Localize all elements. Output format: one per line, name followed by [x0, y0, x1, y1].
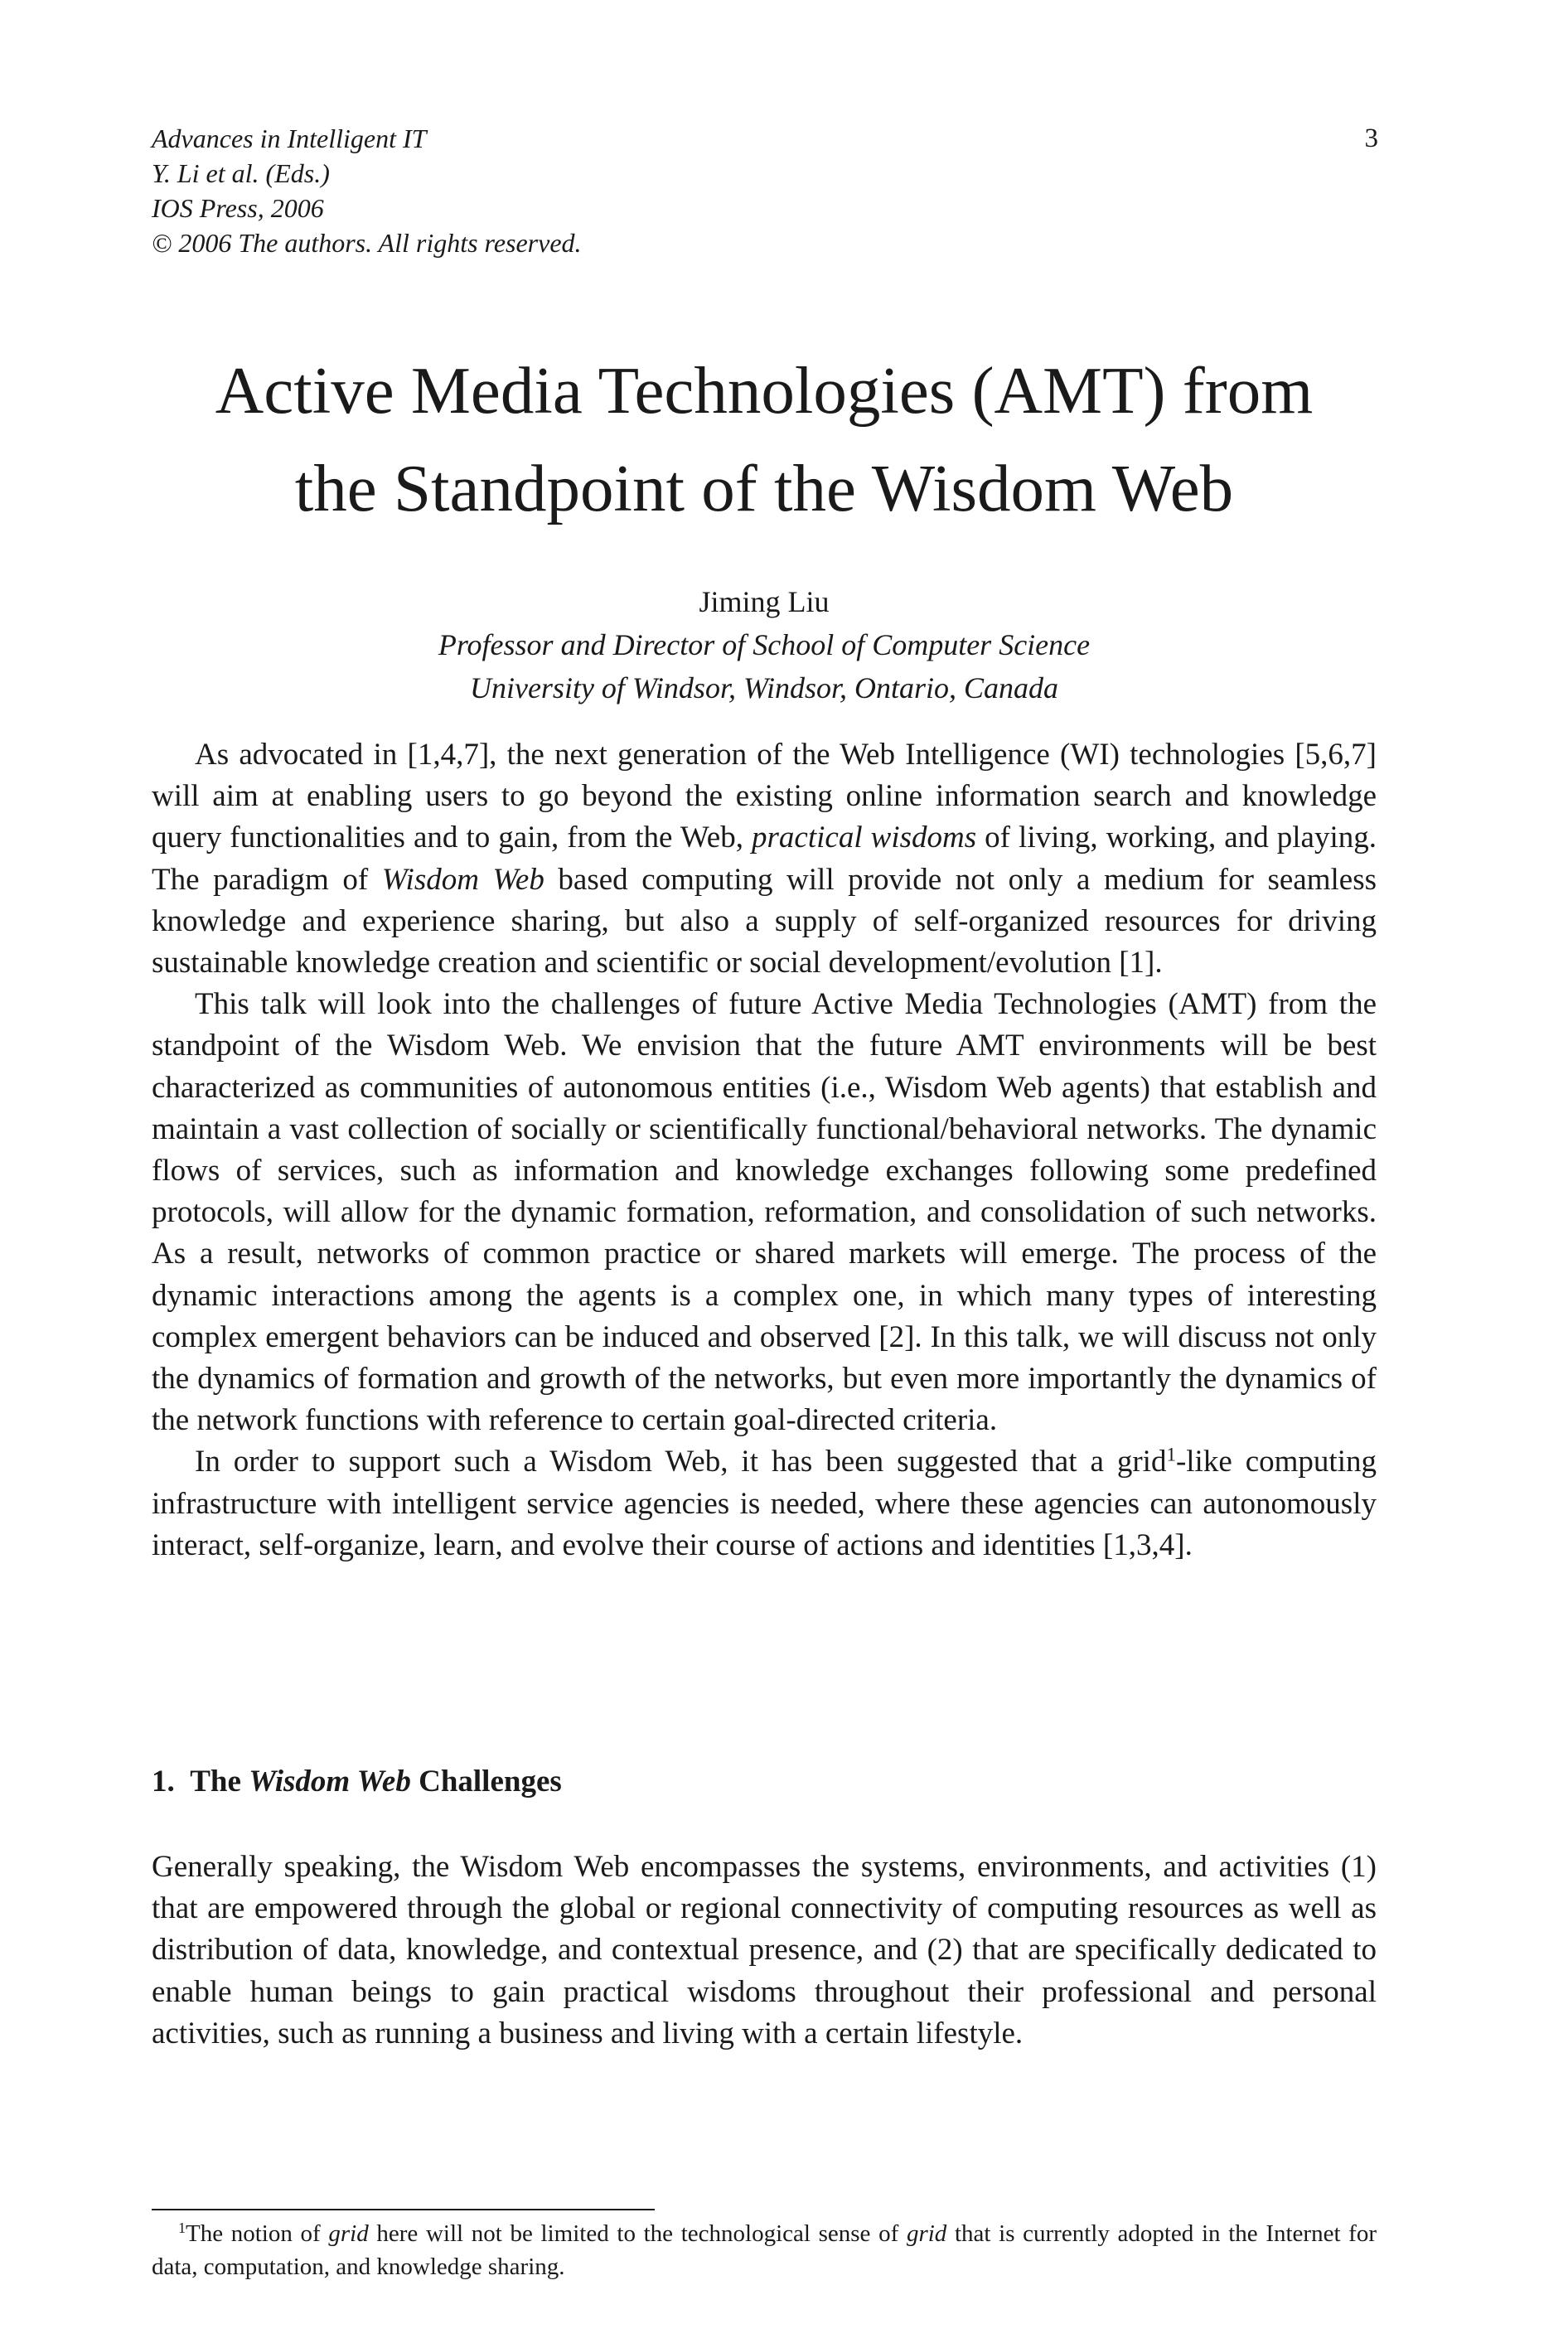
paragraph: This talk will look into the challenges of future Active Media Technologies (AMT) from the standpoint of the Wisdom Web. We envision that the future AMT environments will be best characterized as communities of autonomous entities (i.e., Wisdom Web agents) that establish and maintain a vast collection of socially or scientifically functional/behavioral networks. The dynamic flows of services, such as information and knowledge exchanges following some predefined protocols, will allow for the dynamic formation, reformation, and consolidation of such networks. As a result, networks of common practice or shared markets will emerge. The process of the dynamic interactions among the agents is a complex one, in which many types of interesting complex emergent behaviors can be induced and observed [2]. In this talk, we will discuss not only the dynamics of formation and growth of the networks, but even more importantly the dynamics of the network functions with reference to certain goal-directed criteria.	[152, 987, 1377, 1438]
section-title-emphasis: Wisdom Web	[249, 1765, 411, 1799]
introduction	[152, 734, 1377, 1566]
text-run: The notion of	[185, 2220, 329, 2247]
paper-title	[152, 341, 1377, 537]
running-head-line: IOS Press, 2006	[152, 193, 324, 223]
author-block	[152, 580, 1377, 709]
author-name: Jiming Liu	[699, 585, 830, 618]
text-run: In order to support such a Wisdom Web, it has been suggested that a grid	[195, 1445, 1167, 1479]
text-run: -like computing infrastructure with intelligent service agencies is needed, where these agencies can autonomously interact, self-organize, learn, and evolve their course of actions and identities [1,3,4].	[152, 1445, 1377, 1562]
text-run: here will not be limited to the technological sense of	[368, 2220, 907, 2247]
page-number: 3	[1364, 123, 1378, 153]
author-affiliation: University of Windsor, Windsor, Ontario, Canada	[469, 671, 1059, 704]
footnote-rule	[152, 2209, 655, 2210]
paragraph: Generally speaking, the Wisdom Web encompasses the systems, environments, and activities (1) that are empowered through the global or regional connectivity of computing resources as well as distribution of data, knowledge, and contextual presence, and (2) that are specifically dedicated to enable human beings to gain practical wisdoms throughout their professional and personal activities, such as running a business and living with a certain lifestyle.	[152, 1850, 1377, 2050]
emphasis: grid	[328, 2220, 369, 2247]
running-head	[152, 121, 582, 260]
paragraph	[152, 1441, 1377, 1566]
section-number: 1.	[152, 1765, 175, 1799]
footnote-marker: 1	[1166, 1444, 1176, 1465]
text-run: based computing will provide not only a medium for seamless knowledge and experience sharing, but also a supply of self-organized resources for driving sustainable knowledge creation and scientific or social development/evolution [1].	[152, 862, 1377, 980]
running-head-line: © 2006 The authors. All rights reserved.	[152, 228, 582, 258]
text-run: As advocated in [1,4,7], the next generation of the Web Intelligence (WI) technologies [5,6,7] will aim at enabling users to go beyond the existing online information search and knowledge query functionalities and to gain, from the Web,	[152, 738, 1377, 855]
emphasis: grid	[906, 2220, 947, 2247]
text-run: that is currently adopted in the Internet for data, computation, and knowledge sharing.	[152, 2220, 1377, 2280]
paragraph	[152, 734, 1377, 984]
emphasis: Wisdom Web	[381, 862, 544, 897]
title-line: Active Media Technologies (AMT) from	[215, 353, 1314, 428]
emphasis: practical wisdoms	[752, 821, 977, 855]
section-heading	[152, 1761, 562, 1803]
title-line: the Standpoint of the Wisdom Web	[294, 451, 1234, 525]
author-affiliation: Professor and Director of School of Computer Science	[438, 628, 1091, 661]
section-title-part: The	[190, 1765, 241, 1799]
section-title-part: Challenges	[419, 1765, 562, 1799]
section-body	[152, 1847, 1377, 2055]
running-head-line: Advances in Intelligent IT	[152, 123, 427, 153]
footnote-marker: 1	[178, 2220, 186, 2237]
text-run: of living, working, and playing. The paradigm of	[152, 821, 1377, 897]
running-head-line: Y. Li et al. (Eds.)	[152, 158, 330, 188]
footnote	[152, 2217, 1377, 2283]
